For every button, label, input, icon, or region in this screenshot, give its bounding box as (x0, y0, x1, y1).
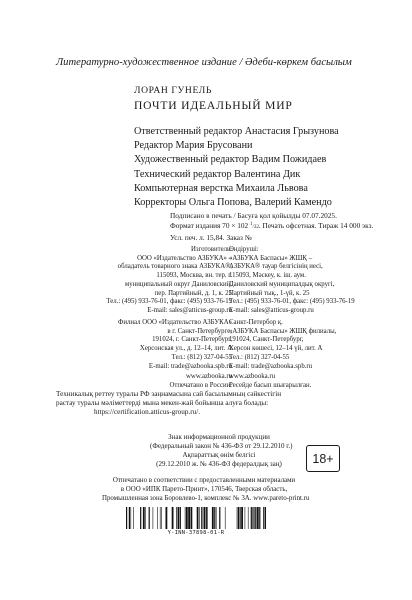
tech-note-url: https://certification.atticus-group.ru/. (94, 408, 200, 417)
branch-kz-line: Тел.: (812) 327-04-55 (229, 353, 290, 361)
manufacturer-label-kz: Өндіруші: (229, 246, 259, 253)
barcode-text: Y-INN-37898-01-R (167, 530, 225, 536)
information-product-sign (150, 433, 293, 469)
branch-kz-line: «АЗБУКА Баспасы» ЖШҚ филиалы, (229, 327, 337, 335)
branch-ru-line: Тел.: (812) 327-04-55 (171, 353, 232, 361)
website-url: www.azbooka.ru (186, 373, 232, 380)
sign-info-line: (Федеральный закон № 436-ФЗ от 29.12.2010 г.) (150, 442, 293, 450)
sign-info-line: (29.12.2010 ж. № 436-ФЗ федералдық заң) (156, 460, 282, 468)
branch-kz-line: 191024, Санкт-Петербург, (229, 336, 304, 344)
manufacturer-ru-line: E-mail: sales@atticus-group.ru (147, 306, 232, 314)
signed-to-print: Подписано в печать / Басуға қол қойылды 07.07.2025. (170, 211, 337, 220)
tech-note-line: растау туралы мәліметтерді мына мекен-жай бойынша алуға болады: (56, 399, 269, 408)
manufacturer-kz-line: «АЗБУКА Баспасы» ЖШҚ – (229, 254, 313, 262)
credit-line: Редактор Мария Брусовани (134, 140, 253, 152)
tech-note-line: Техникалық реттеу туралы РФ заңнамасына сай басылымның сәйкестігін (56, 390, 282, 398)
manufacturer-kz (229, 246, 407, 316)
manufacturer-kz-line: 115093, Мәскеу, к. іш. аум. (229, 272, 306, 280)
manufacturer-ru-line: Тел.: (495) 933-76-01, факс: (495) 933-76-19 (106, 298, 232, 306)
technical-regulation-note (56, 390, 281, 418)
credit-line: Технический редактор Валентина Дик (134, 168, 301, 180)
credit-line: Ответственный редактор Анастасия Грызунова (134, 126, 339, 137)
sheets-order: Усл. печ. л. 15,84. Заказ № (170, 232, 252, 242)
website-url-kz: www.azbooka.ru (229, 373, 275, 380)
credit-line: Корректоры Ольга Попова, Валерий Камендо (134, 197, 332, 209)
manufacturer-label-ru: Изготовитель: (190, 246, 232, 253)
branch-kz-line: Херсон көшесі, 12–14 үй, лит. А (229, 345, 323, 353)
print-imprint (170, 211, 373, 242)
sign-info-line: Знак информационной продукции (168, 433, 270, 441)
manufacturer-kz-line: АЗБУКА® тауар белгісінің иесі, (229, 263, 323, 271)
printer-line: в ООО «ИПК Парето-Принт», 170546, Тверская область, (120, 485, 288, 493)
manufacturer-ru-line: муниципальный округ Даниловский, (124, 280, 232, 288)
manufacturer-ru-line: обладатель товарного знака АЗБУКА®, (117, 263, 232, 271)
printed-in-russia-kz: Ресейде басып шығарылған. (229, 381, 312, 389)
editorial-credits (134, 125, 339, 210)
branch-ru-line: Херсонская ул., д. 12–14, лит. А (139, 345, 232, 353)
format-fraction: 1 (250, 222, 253, 228)
manufacturer-ru-line: ООО «Издательство АЗБУКА» – (137, 254, 232, 262)
credit-line: Художественный редактор Вадим Пожидаев (134, 154, 327, 166)
age-rating-badge: 18+ (306, 445, 340, 472)
book-title: ПОЧТИ ИДЕАЛЬНЫЙ МИР (134, 99, 293, 112)
website-ru (56, 373, 232, 390)
manufacturer-ru-line: пер. Партийный, д. 1, к. 25 (154, 289, 232, 297)
branch-ru-line: 191024, г. Санкт-Петербург, (152, 336, 232, 344)
branch-kz-line: Санкт-Петербор қ. (229, 319, 283, 326)
website-kz (229, 373, 407, 390)
format-line (170, 220, 373, 232)
manufacturer-ru (56, 246, 232, 316)
credit-line: Компьютерная верстка Михаила Львова (134, 182, 308, 194)
printer-line: Промышленная зона Боровлево-1, комплекс № 3А. www.pareto-print.ru (102, 494, 310, 502)
sign-info-line: Ақпараттық өнім белгісі (182, 451, 256, 459)
printer-line: Отпечатано в соответствии с предоставленными материалами (112, 477, 296, 484)
format-denominator: /32 (252, 225, 259, 231)
branch-kz (229, 319, 407, 371)
manufacturer-kz-line: E-mail: sales@atticus-group.ru (229, 306, 314, 314)
manufacturer-ru-line: 115093, Москва, вн. тер. г. (156, 272, 232, 280)
barcode-icon (126, 507, 266, 529)
format-prefix: Формат издания 70 × 102 (170, 221, 251, 231)
edition-type: Литературно-художественное издание / Әдеби-көркем басылым (56, 57, 352, 68)
branch-ru-line: E-mail: trade@azbooka.spb.ru (148, 362, 232, 370)
printer-info (102, 477, 310, 503)
manufacturer-kz-line: Даниловский муниципалдық округі, (229, 280, 335, 288)
manufacturer-kz-line: Партийный тық., 1-үй, к. 25 (229, 289, 310, 297)
manufacturer-kz-line: Тел.: (495) 933-76-01, факс: (495) 933-76-19 (229, 298, 355, 306)
branch-ru-line: в г. Санкт-Петербурге, (167, 327, 232, 335)
book-author: ЛОРАН ГУНЕЛЬ (134, 85, 213, 96)
printed-in-russia: Отпечатано в России. (169, 381, 232, 389)
format-suffix: . Печать офсетная. Тираж 14 000 экз. (258, 221, 374, 231)
branch-ru-line: Филиал ООО «Издательство АЗБУКА» (118, 319, 232, 326)
branch-ru (56, 319, 232, 371)
branch-kz-line: E-mail: trade@azbooka.spb.ru (229, 362, 313, 370)
